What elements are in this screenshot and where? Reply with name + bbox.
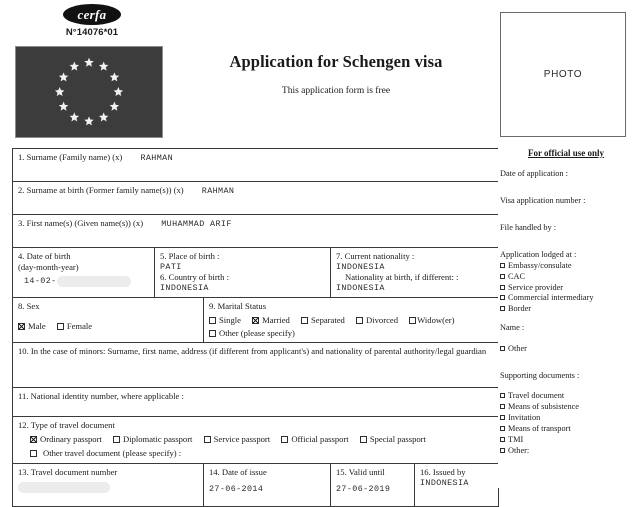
- field-13-redacted-value: [18, 482, 110, 493]
- official-supporting-documents-group: [500, 391, 632, 457]
- checkbox-option-service-provider[interactable]: [500, 283, 632, 294]
- checkbox-label-marital-other: Other (please specify): [219, 328, 295, 339]
- checkbox-option-divorced[interactable]: [356, 315, 398, 326]
- field-7-label-2: Nationality at birth, if different: :: [345, 272, 459, 283]
- checkbox-icon-supporting-other[interactable]: [500, 448, 505, 453]
- checkbox-label-invitation: Invitation: [508, 413, 541, 422]
- page-subtitle: This application form is free: [281, 86, 391, 96]
- field-3-first-names[interactable]: [13, 215, 499, 248]
- table-row-birth-nationality: [13, 248, 499, 298]
- checkbox-label-separated: Separated: [310, 314, 345, 325]
- checkbox-option-married[interactable]: [252, 315, 290, 326]
- checkbox-option-means-of-transport[interactable]: [500, 424, 632, 435]
- checkbox-label-widow: Widow(er): [417, 314, 455, 325]
- table-row-national-id: [13, 388, 499, 417]
- field-15-value: 27-06-2019: [336, 483, 391, 494]
- checkbox-icon-means-of-subsistence[interactable]: [500, 404, 505, 409]
- photo-placeholder-box: [500, 12, 626, 137]
- checkbox-icon-marital-other[interactable]: [209, 330, 216, 337]
- checkbox-option-official-passport[interactable]: [281, 434, 348, 445]
- checkbox-icon-service-passport[interactable]: [204, 436, 211, 443]
- field-4-label: 4. Date of birth: [18, 251, 71, 261]
- checkbox-option-border[interactable]: [500, 304, 632, 315]
- field-10-label: 10. In the case of minors: Surname, first name, address (if different from applicant's) and nationality of parental authority/legal guardian: [18, 346, 487, 357]
- official-file-handled-by[interactable]: File handled by :: [500, 222, 556, 232]
- table-row-sex-marital: [13, 298, 499, 343]
- checkbox-label-single: Single: [219, 314, 241, 325]
- field-1-label: 1. Surname (Family name) (x): [18, 152, 123, 162]
- form-header: [0, 0, 644, 148]
- checkbox-icon-commercial-intermediary[interactable]: [500, 295, 505, 300]
- field-7-nationality[interactable]: [331, 248, 499, 298]
- field-6-value: INDONESIA: [160, 282, 209, 293]
- field-1-value: RAHMAN: [140, 153, 174, 163]
- checkbox-icon-cac[interactable]: [500, 274, 505, 279]
- checkbox-label-embassy-consulate: Embassy/consulate: [508, 260, 572, 270]
- checkbox-label-commercial-intermediary: Commercial intermediary: [508, 293, 594, 303]
- checkbox-option-special-passport[interactable]: [360, 434, 426, 445]
- table-row-minors: [13, 343, 499, 388]
- field-12-label: 12. Type of travel document: [18, 420, 115, 431]
- checkbox-option-marital-other[interactable]: [209, 328, 295, 339]
- checkbox-icon-lodged-other[interactable]: [500, 346, 505, 351]
- field-14-label: 14. Date of issue: [209, 467, 267, 478]
- field-13-travel-document-number[interactable]: [13, 464, 204, 507]
- field-4-label-2: (day-month-year): [18, 261, 79, 272]
- checkbox-icon-embassy-consulate[interactable]: [500, 263, 505, 268]
- cerfa-number: N°14076*01: [65, 27, 119, 38]
- field-14-date-of-issue[interactable]: [204, 464, 331, 507]
- checkbox-option-male[interactable]: [18, 321, 46, 332]
- checkbox-option-widow[interactable]: [409, 315, 454, 326]
- checkbox-option-separated[interactable]: [301, 315, 345, 326]
- checkbox-label-service-passport: Service passport: [213, 433, 271, 444]
- checkbox-icon-widow[interactable]: [409, 317, 416, 324]
- official-date-of-application[interactable]: Date of application :: [500, 168, 568, 178]
- field-1-surname[interactable]: [13, 149, 499, 182]
- checkbox-label-other-travel-document: Other travel document (please specify) :: [43, 447, 182, 458]
- field-15-valid-until[interactable]: [331, 464, 415, 507]
- checkbox-icon-ordinary-passport[interactable]: [30, 436, 37, 443]
- checkbox-icon-single[interactable]: [209, 317, 216, 324]
- checkbox-label-means-of-subsistence: Means of subsistence: [508, 402, 579, 412]
- field-14-value: 27-06-2014: [209, 483, 264, 494]
- checkbox-label-tmi: TMI: [508, 434, 524, 444]
- checkbox-icon-special-passport[interactable]: [360, 436, 367, 443]
- checkbox-option-ordinary-passport[interactable]: [30, 434, 102, 445]
- table-row-surname: [13, 149, 499, 182]
- official-visa-application-number[interactable]: Visa application number :: [500, 195, 586, 205]
- title-block: [186, 52, 486, 96]
- field-4-value: 14-02-: [24, 276, 57, 287]
- checkbox-label-border: Border: [508, 304, 532, 314]
- checkbox-option-cac[interactable]: [500, 272, 632, 283]
- checkbox-label-married: Married: [262, 314, 290, 325]
- field-15-label: 15. Valid until: [336, 467, 385, 478]
- field-3-value: MUHAMMAD ARIF: [161, 219, 232, 229]
- photo-label: PHOTO: [543, 69, 583, 80]
- field-9-other-row: [209, 328, 493, 339]
- checkbox-icon-border[interactable]: [500, 306, 505, 311]
- field-8-sex[interactable]: [13, 298, 204, 343]
- checkbox-option-other-travel-document[interactable]: [30, 448, 181, 459]
- field-5-6-birthplace-group[interactable]: [155, 248, 331, 298]
- table-row-first-names: [13, 215, 499, 248]
- checkbox-label-lodged-other: Other: [508, 344, 527, 354]
- checkbox-label-supporting-other: Other:: [508, 445, 530, 455]
- checkbox-label-ordinary-passport: Ordinary passport: [40, 433, 102, 444]
- checkbox-icon-invitation[interactable]: [500, 415, 505, 420]
- field-7-value-2: INDONESIA: [336, 282, 385, 293]
- checkbox-label-diplomatic-passport: Diplomatic passport: [122, 433, 193, 444]
- field-16-value: INDONESIA: [420, 477, 469, 488]
- field-16-issued-by[interactable]: [415, 464, 499, 507]
- cerfa-identifier-block: [52, 4, 132, 38]
- official-supporting-documents-label: Supporting documents :: [500, 371, 580, 381]
- checkbox-label-female: Female: [66, 320, 93, 331]
- field-4-date-of-birth[interactable]: [13, 248, 155, 298]
- table-row-travel-document-type: [13, 417, 499, 464]
- checkbox-option-lodged-other[interactable]: [500, 344, 632, 355]
- applicant-details-table: [12, 148, 499, 507]
- cerfa-logo: cerfa: [63, 4, 121, 25]
- checkbox-icon-other-travel-document[interactable]: [30, 450, 37, 457]
- checkbox-option-invitation[interactable]: [500, 413, 632, 424]
- checkbox-icon-tmi[interactable]: [500, 437, 505, 442]
- field-7-label: 7. Current nationality :: [336, 251, 415, 261]
- checkbox-label-male: Male: [28, 320, 46, 331]
- checkbox-icon-diplomatic-passport[interactable]: [113, 436, 120, 443]
- field-11-national-identity-number[interactable]: [13, 388, 499, 417]
- checkbox-icon-service-provider[interactable]: [500, 285, 505, 290]
- field-16-label: 16. Issued by: [420, 467, 466, 478]
- page-title: Application for Schengen visa: [229, 52, 443, 71]
- checkbox-option-tmi[interactable]: [500, 435, 632, 446]
- field-3-label: 3. First name(s) (Given name(s)) (x): [18, 218, 144, 228]
- field-7-value: INDONESIA: [336, 261, 385, 272]
- checkbox-option-female[interactable]: [57, 321, 92, 332]
- checkbox-label-official-passport: Official passport: [291, 433, 349, 444]
- checkbox-option-commercial-intermediary[interactable]: [500, 293, 632, 304]
- field-12-type-of-travel-document[interactable]: [13, 417, 499, 464]
- checkbox-icon-divorced[interactable]: [356, 317, 363, 324]
- eu-flag-icon: [15, 46, 163, 138]
- field-6-label: 6. Country of birth :: [160, 272, 229, 283]
- table-row-document-details: [13, 464, 499, 507]
- checkbox-option-embassy-consulate[interactable]: [500, 261, 632, 272]
- field-13-label: 13. Travel document number: [18, 467, 118, 478]
- checkbox-option-supporting-other[interactable]: [500, 446, 632, 457]
- checkbox-label-travel-document: Travel document: [508, 391, 565, 401]
- official-lodged-at-group: [500, 250, 632, 316]
- official-lodged-at-label: Application lodged at :: [500, 249, 577, 259]
- checkbox-label-cac: CAC: [508, 271, 526, 281]
- field-2-surname-at-birth[interactable]: [13, 182, 499, 215]
- field-4-redacted-value: [57, 276, 131, 287]
- checkbox-icon-male[interactable]: [18, 323, 25, 330]
- official-use-column: [500, 148, 632, 488]
- checkbox-option-means-of-subsistence[interactable]: [500, 402, 632, 413]
- table-row-surname-at-birth: [13, 182, 499, 215]
- field-11-label: 11. National identity number, where applicable :: [18, 391, 184, 402]
- checkbox-label-means-of-transport: Means of transport: [508, 423, 571, 433]
- field-9-label: 9. Marital Status: [209, 301, 267, 311]
- field-5-value: PATI: [160, 261, 182, 272]
- field-2-value: RAHMAN: [201, 186, 235, 196]
- checkbox-option-single[interactable]: [209, 315, 241, 326]
- checkbox-label-special-passport: Special passport: [369, 433, 426, 444]
- field-9-options: [209, 315, 493, 326]
- checkbox-option-service-passport[interactable]: [204, 434, 271, 445]
- checkbox-icon-means-of-transport[interactable]: [500, 426, 505, 431]
- official-use-title: For official use only: [527, 148, 605, 158]
- checkbox-option-diplomatic-passport[interactable]: [113, 434, 192, 445]
- checkbox-icon-married[interactable]: [252, 317, 259, 324]
- checkbox-icon-female[interactable]: [57, 323, 64, 330]
- form-body: [0, 148, 644, 494]
- field-8-label: 8. Sex: [18, 301, 40, 311]
- field-8-options: [18, 321, 198, 332]
- field-9-marital-status[interactable]: [204, 298, 499, 343]
- field-2-label: 2. Surname at birth (Former family name(s)) (x): [18, 185, 184, 195]
- checkbox-icon-travel-document[interactable]: [500, 393, 505, 398]
- official-name-field[interactable]: Name :: [500, 323, 525, 333]
- field-12-other-row: [18, 448, 493, 459]
- field-5-label: 5. Place of birth :: [160, 251, 220, 261]
- checkbox-icon-official-passport[interactable]: [281, 436, 288, 443]
- column-divider: [498, 148, 499, 488]
- checkbox-label-service-provider: Service provider: [508, 282, 564, 292]
- field-10-minors[interactable]: [13, 343, 499, 388]
- checkbox-icon-separated[interactable]: [301, 317, 308, 324]
- checkbox-option-travel-document[interactable]: [500, 391, 632, 402]
- checkbox-label-divorced: Divorced: [366, 314, 398, 325]
- field-12-options: [18, 434, 493, 445]
